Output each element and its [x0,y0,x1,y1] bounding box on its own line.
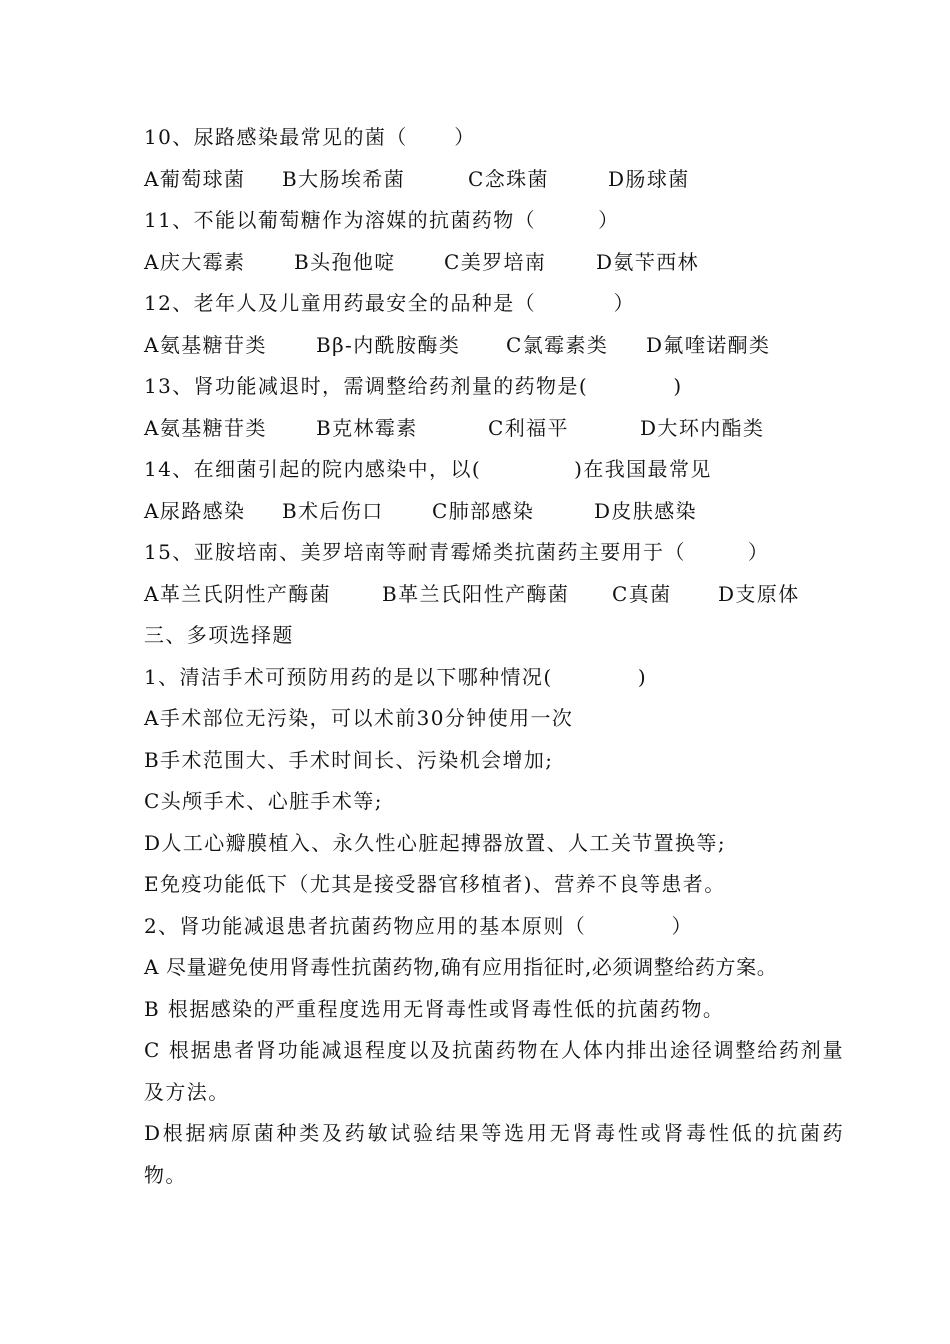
option-a: A手术部位无污染，可以术前30分钟使用一次 [144,706,574,730]
option-d: D氟喹诺酮类 [646,332,771,357]
option-c: C利福平 [488,415,569,440]
option-b: B头孢他啶 [294,249,396,274]
question-14-stem: 14、在细菌引起的院内感染中，以( )在我国最常见 [144,457,712,481]
question-11-options [144,242,844,284]
option-d: D支原体 [718,581,800,606]
option-b: B手术范围大、手术时间长、污染机会增加; [144,747,554,772]
option-d: D肠球菌 [608,166,690,191]
option-a: A葡萄球菌 [144,166,246,191]
option-c: C念珠菌 [468,166,549,191]
option-c: C 根据患者肾功能减退程度以及抗菌药物在人体内排出途径调整给药剂量及方法。 [144,1038,844,1104]
question-15-options [144,574,844,616]
option-b: B革兰氏阳性产酶菌 [382,581,570,606]
question-12-stem: 12、老年人及儿童用药最安全的品种是（ ） [144,291,636,315]
question-14-options [144,491,844,533]
multi-question-1-stem: 1、清洁手术可预防用药的是以下哪种情况( ) [144,664,648,689]
option-a: A 尽量避免使用肾毒性抗菌药物,确有应用指征时,必须调整给药方案。 [144,955,778,979]
question-10-stem: 10、尿路感染最常见的菌（ ） [144,125,476,149]
question-12-options [144,325,844,367]
question-13-stem: 13、肾功能减退时，需调整给药剂量的药物是( ) [144,374,683,398]
option-d: D根据病原菌种类及药敏试验结果等选用无肾毒性或肾毒性低的抗菌药物。 [144,1121,844,1187]
option-d: D大环内酯类 [640,415,765,440]
question-15-stem: 15、亚胺培南、美罗培南等耐青霉烯类抗菌药主要用于（ ） [144,540,770,564]
section-heading: 三、多项选择题 [144,623,294,647]
option-b: Bβ-内酰胺酶类 [316,332,461,357]
option-b: B术后伤口 [282,498,384,523]
option-d: D氨苄西林 [596,249,700,274]
option-b: B大肠埃希菌 [282,166,406,191]
question-10-options [144,159,844,201]
option-c: C真菌 [612,581,672,606]
option-a: A氨基糖苷类 [144,415,267,440]
option-b: B克林霉素 [316,415,418,440]
option-c: C氯霉素类 [506,332,609,357]
option-a: A氨基糖苷类 [144,332,267,357]
question-11-stem: 11、不能以葡萄糖作为溶媒的抗菌药物（ ） [144,208,620,232]
option-c: C肺部感染 [432,498,535,523]
option-e: E免疫功能低下（尤其是接受器官移植者)、营养不良等患者。 [144,872,726,896]
option-c: C头颅手术、心脏手术等; [144,789,383,813]
option-a: A革兰氏阴性产酶菌 [144,581,332,606]
option-c: C美罗培南 [444,249,547,274]
multi-question-2-stem: 2、肾功能减退患者抗菌药物应用的基本原则（ ） [144,913,693,938]
question-content [144,117,844,1196]
option-a: A庆大霉素 [144,249,246,274]
option-d: D人工心瓣膜植入、永久性心脏起搏器放置、人工关节置换等; [144,830,726,855]
option-b: B 根据感染的严重程度选用无肾毒性或肾毒性低的抗菌药物。 [144,996,725,1021]
option-d: D皮肤感染 [594,498,698,523]
option-a: A尿路感染 [144,498,246,523]
question-13-options [144,408,844,450]
